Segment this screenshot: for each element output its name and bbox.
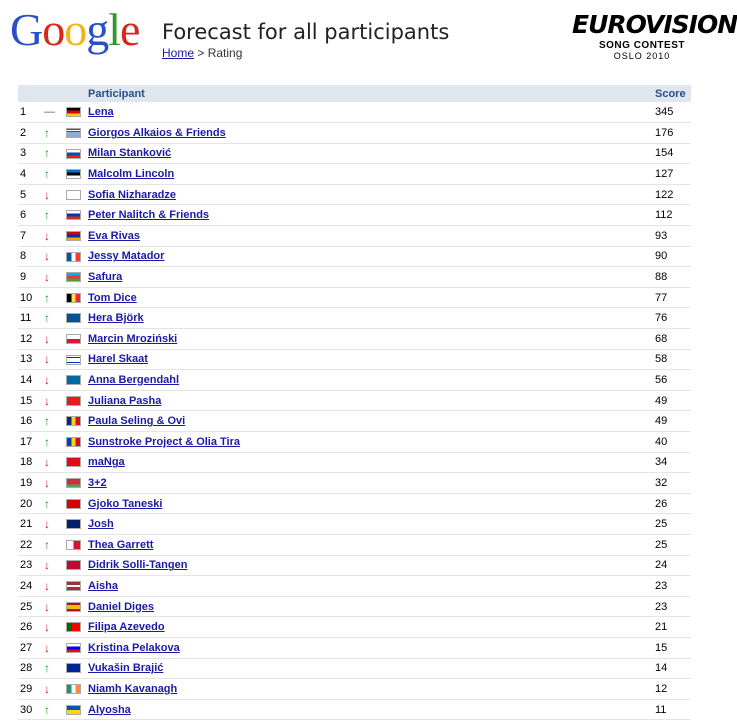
trend-cell [44, 555, 66, 576]
trend-cell [44, 452, 66, 473]
rank-cell: 16 [18, 411, 44, 432]
trend-cell [44, 184, 66, 205]
breadcrumb-separator: > [197, 46, 205, 60]
mt-flag-icon [66, 540, 81, 550]
participant-cell [88, 452, 655, 473]
flag-cell [66, 184, 88, 205]
table-row [18, 596, 691, 617]
rank-cell: 26 [18, 617, 44, 638]
no-flag-icon [66, 560, 81, 570]
participant-cell [88, 164, 655, 185]
si-flag-icon [66, 643, 81, 653]
table-row [18, 164, 691, 185]
breadcrumb-current: Rating [207, 46, 243, 60]
flag-cell [66, 555, 88, 576]
score-cell: 15 [655, 637, 691, 658]
rank-cell: 20 [18, 493, 44, 514]
participant-cell [88, 329, 655, 350]
ro-flag-icon [66, 416, 81, 426]
table-row [18, 184, 691, 205]
trend-cell [44, 143, 66, 164]
rank-cell: 30 [18, 699, 44, 720]
participant-link[interactable]: Kristina Pelakova [88, 641, 180, 654]
score-cell: 12 [655, 679, 691, 700]
flag-cell [66, 267, 88, 288]
participant-link[interactable]: maNga [88, 456, 125, 469]
participant-cell [88, 411, 655, 432]
participant-link[interactable]: Sunstroke Project & Olia Tira [88, 435, 241, 448]
trend-cell [44, 534, 66, 555]
rank-cell: 10 [18, 287, 44, 308]
participant-cell [88, 184, 655, 205]
trend-down-icon: ↓ [44, 187, 50, 202]
participant-link[interactable]: Daniel Diges [88, 600, 155, 613]
trend-cell [44, 411, 66, 432]
participant-cell [88, 534, 655, 555]
az-flag-icon [66, 272, 81, 282]
trend-up-icon: ↑ [44, 146, 50, 161]
score-cell: 24 [655, 555, 691, 576]
trend-up-icon: ↑ [44, 290, 50, 305]
eurovision-wordmark: EUROVISION [572, 10, 737, 39]
participant-cell [88, 370, 655, 391]
table-row [18, 699, 691, 720]
flag-cell [66, 246, 88, 267]
trend-down-icon: ↓ [44, 352, 50, 367]
eurovision-location: OSLO 2010 [613, 51, 671, 61]
participant-link[interactable]: 3+2 [88, 476, 107, 489]
eurovision-logo [572, 10, 737, 76]
flag-cell [66, 123, 88, 144]
trend-down-icon: ↓ [44, 578, 50, 593]
flag-cell [66, 390, 88, 411]
trend-cell [44, 205, 66, 226]
score-cell: 25 [655, 534, 691, 555]
trend-down-icon: ↓ [44, 455, 50, 470]
participant-cell [88, 287, 655, 308]
trend-up-icon: ↑ [44, 414, 50, 429]
trend-down-icon: ↓ [44, 558, 50, 573]
column-header-participant: Participant [88, 85, 655, 102]
score-cell: 122 [655, 184, 691, 205]
trend-cell [44, 473, 66, 494]
table-row [18, 246, 691, 267]
flag-cell [66, 534, 88, 555]
trend-cell [44, 637, 66, 658]
trend-down-icon: ↓ [44, 373, 50, 388]
trend-up-icon: ↑ [44, 661, 50, 676]
logo-letter: e [120, 4, 140, 55]
score-cell: 40 [655, 432, 691, 453]
rank-cell: 9 [18, 267, 44, 288]
participant-link[interactable]: Josh [88, 518, 114, 531]
score-cell: 112 [655, 205, 691, 226]
rank-cell: 25 [18, 596, 44, 617]
google-logo[interactable] [10, 2, 139, 58]
table-row [18, 267, 691, 288]
participant-link[interactable]: Vukašin Brajić [88, 662, 164, 675]
trend-up-icon: ↑ [44, 208, 50, 223]
rank-cell: 29 [18, 679, 44, 700]
rank-cell: 18 [18, 452, 44, 473]
ua-flag-icon [66, 705, 81, 715]
logo-letter: o [42, 4, 65, 55]
gr-flag-icon [66, 128, 81, 138]
trend-cell [44, 287, 66, 308]
rank-cell: 14 [18, 370, 44, 391]
flag-cell [66, 617, 88, 638]
al-flag-icon [66, 396, 81, 406]
trend-down-icon: ↓ [44, 620, 50, 635]
flag-cell [66, 699, 88, 720]
table-row [18, 205, 691, 226]
score-cell: 58 [655, 349, 691, 370]
table-row [18, 493, 691, 514]
trend-down-icon: ↓ [44, 640, 50, 655]
page-header [0, 0, 737, 80]
participant-link[interactable]: Paula Seling & Ovi [88, 415, 186, 428]
participant-cell [88, 205, 655, 226]
participant-link[interactable]: Anna Bergendahl [88, 374, 180, 387]
participant-link[interactable]: Tom Dice [88, 291, 137, 304]
participant-cell [88, 226, 655, 247]
de-flag-icon [66, 107, 81, 117]
participant-link[interactable]: Alyosha [88, 703, 131, 716]
trend-down-icon: ↓ [44, 270, 50, 285]
table-header-row [18, 85, 691, 102]
score-cell: 11 [655, 699, 691, 720]
participant-cell [88, 514, 655, 535]
rank-cell: 4 [18, 164, 44, 185]
table-row [18, 226, 691, 247]
rank-cell: 8 [18, 246, 44, 267]
score-cell: 345 [655, 102, 691, 123]
table-row [18, 534, 691, 555]
trend-up-icon: ↑ [44, 311, 50, 326]
flag-cell [66, 164, 88, 185]
rank-cell: 19 [18, 473, 44, 494]
rank-cell: 13 [18, 349, 44, 370]
flag-cell [66, 370, 88, 391]
trend-down-icon: ↓ [44, 599, 50, 614]
trend-cell [44, 699, 66, 720]
participant-cell [88, 699, 655, 720]
flag-cell [66, 349, 88, 370]
trend-cell [44, 349, 66, 370]
trend-cell [44, 576, 66, 597]
score-cell: 32 [655, 473, 691, 494]
participant-cell [88, 267, 655, 288]
table-row [18, 432, 691, 453]
rank-cell: 17 [18, 432, 44, 453]
participant-cell [88, 679, 655, 700]
trend-cell [44, 246, 66, 267]
trend-down-icon: ↓ [44, 517, 50, 532]
participant-cell [88, 308, 655, 329]
flag-cell [66, 432, 88, 453]
trend-up-icon: ↑ [44, 167, 50, 182]
participant-link[interactable]: Filipa Azevedo [88, 621, 165, 634]
trend-down-icon: ↓ [44, 331, 50, 346]
participant-link[interactable]: Harel Skaat [88, 353, 148, 366]
table-row [18, 473, 691, 494]
flag-cell [66, 493, 88, 514]
logo-letter: g [86, 4, 109, 55]
trend-down-icon: ↓ [44, 681, 50, 696]
participant-link[interactable]: Milan Stanković [88, 147, 172, 160]
breadcrumb [162, 46, 242, 60]
il-flag-icon [66, 355, 81, 365]
participant-link[interactable]: Didrik Solli-Tangen [88, 559, 188, 572]
breadcrumb-home-link[interactable]: Home [162, 46, 195, 60]
score-cell: 176 [655, 123, 691, 144]
rank-cell: 23 [18, 555, 44, 576]
trend-down-icon: ↓ [44, 228, 50, 243]
rank-cell: 27 [18, 637, 44, 658]
rank-cell: 11 [18, 308, 44, 329]
trend-cell [44, 308, 66, 329]
score-cell: 77 [655, 287, 691, 308]
participant-cell [88, 123, 655, 144]
score-cell: 26 [655, 493, 691, 514]
participant-cell [88, 637, 655, 658]
score-cell: 34 [655, 452, 691, 473]
trend-cell [44, 596, 66, 617]
flag-cell [66, 205, 88, 226]
logo-letter: l [108, 4, 121, 55]
participant-cell [88, 390, 655, 411]
participant-cell [88, 493, 655, 514]
score-cell: 127 [655, 164, 691, 185]
trend-cell [44, 514, 66, 535]
participant-link[interactable]: Thea Garrett [88, 538, 154, 551]
trend-cell [44, 493, 66, 514]
trend-cell [44, 617, 66, 638]
table-row [18, 143, 691, 164]
rank-cell: 2 [18, 123, 44, 144]
mk-flag-icon [66, 499, 81, 509]
table-row [18, 452, 691, 473]
column-header-score: Score [655, 85, 691, 102]
header-spacer [18, 85, 88, 102]
table-row [18, 658, 691, 679]
tr-flag-icon [66, 457, 81, 467]
is-flag-icon [66, 313, 81, 323]
gb-flag-icon [66, 519, 81, 529]
score-cell: 88 [655, 267, 691, 288]
flag-cell [66, 308, 88, 329]
rank-cell: 15 [18, 390, 44, 411]
rank-cell: 22 [18, 534, 44, 555]
flag-cell [66, 658, 88, 679]
participant-cell [88, 596, 655, 617]
trend-up-icon: ↑ [44, 702, 50, 717]
trend-cell [44, 658, 66, 679]
page-title: Forecast for all participants [162, 20, 450, 44]
table-row [18, 102, 691, 123]
pl-flag-icon [66, 334, 81, 344]
participant-link[interactable]: Hera Björk [88, 312, 144, 325]
trend-cell [44, 679, 66, 700]
ru-flag-icon [66, 210, 81, 220]
md-flag-icon [66, 437, 81, 447]
participant-link[interactable]: Eva Rivas [88, 229, 140, 242]
table-row [18, 329, 691, 350]
trend-down-icon: ↓ [44, 393, 50, 408]
rank-cell: 1 [18, 102, 44, 123]
participant-cell [88, 576, 655, 597]
fr-flag-icon [66, 252, 81, 262]
participant-link[interactable]: Niamh Kavanagh [88, 682, 178, 695]
participant-link[interactable]: Gjoko Taneski [88, 497, 163, 510]
flag-cell [66, 102, 88, 123]
trend-cell [44, 370, 66, 391]
participant-cell [88, 555, 655, 576]
trend-up-icon: ↑ [44, 496, 50, 511]
trend-cell [44, 102, 66, 123]
rank-cell: 21 [18, 514, 44, 535]
rank-cell: 6 [18, 205, 44, 226]
flag-cell [66, 514, 88, 535]
pt-flag-icon [66, 622, 81, 632]
trend-up-icon: ↑ [44, 434, 50, 449]
participant-link[interactable]: Aisha [88, 579, 118, 592]
table-row [18, 370, 691, 391]
eurovision-subtitle: SONG CONTEST [598, 40, 685, 51]
participant-cell [88, 349, 655, 370]
trend-cell [44, 329, 66, 350]
participant-link[interactable]: Lena [88, 106, 114, 119]
participant-link[interactable]: Jessy Matador [88, 250, 165, 263]
participant-link[interactable]: Giorgos Alkaios & Friends [88, 126, 226, 139]
table-row [18, 637, 691, 658]
table-row [18, 411, 691, 432]
table-row [18, 390, 691, 411]
ie-flag-icon [66, 684, 81, 694]
trend-cell [44, 390, 66, 411]
trend-down-icon: ↓ [44, 249, 50, 264]
table-row [18, 514, 691, 535]
participant-cell [88, 102, 655, 123]
table-row [18, 679, 691, 700]
ee-flag-icon [66, 169, 81, 179]
participant-link[interactable]: Sofia Nizharadze [88, 188, 177, 201]
participant-link[interactable]: Peter Nalitch & Friends [88, 209, 210, 222]
participant-cell [88, 143, 655, 164]
score-cell: 154 [655, 143, 691, 164]
participant-cell [88, 473, 655, 494]
participant-link[interactable]: Malcolm Lincoln [88, 168, 175, 181]
flag-cell [66, 637, 88, 658]
score-cell: 90 [655, 246, 691, 267]
ge-flag-icon [66, 190, 81, 200]
logo-letter: o [64, 4, 87, 55]
rank-cell: 3 [18, 143, 44, 164]
participants-table [18, 85, 691, 720]
logo-letter: G [10, 4, 43, 55]
score-cell: 23 [655, 596, 691, 617]
flag-cell [66, 329, 88, 350]
trend-cell [44, 164, 66, 185]
flag-cell [66, 143, 88, 164]
sk-flag-icon [66, 149, 81, 159]
rank-cell: 7 [18, 226, 44, 247]
score-cell: 14 [655, 658, 691, 679]
se-flag-icon [66, 375, 81, 385]
rank-cell: 28 [18, 658, 44, 679]
participant-cell [88, 246, 655, 267]
table-row [18, 287, 691, 308]
participant-link[interactable]: Juliana Pasha [88, 394, 162, 407]
table-row [18, 576, 691, 597]
score-cell: 49 [655, 390, 691, 411]
be-flag-icon [66, 293, 81, 303]
participant-link[interactable]: Safura [88, 271, 123, 284]
table-row [18, 617, 691, 638]
score-cell: 68 [655, 329, 691, 350]
trend-down-icon: ↓ [44, 475, 50, 490]
rank-cell: 5 [18, 184, 44, 205]
score-cell: 49 [655, 411, 691, 432]
trend-up-icon: ↑ [44, 537, 50, 552]
table-row [18, 555, 691, 576]
table-row [18, 123, 691, 144]
flag-cell [66, 411, 88, 432]
by-flag-icon [66, 478, 81, 488]
score-cell: 21 [655, 617, 691, 638]
participant-link[interactable]: Marcin Mroziński [88, 332, 178, 345]
am-flag-icon [66, 231, 81, 241]
participant-cell [88, 432, 655, 453]
score-cell: 23 [655, 576, 691, 597]
trend-cell [44, 267, 66, 288]
participant-cell [88, 617, 655, 638]
trend-same-icon: — [44, 106, 55, 119]
rank-cell: 12 [18, 329, 44, 350]
flag-cell [66, 452, 88, 473]
lv-flag-icon [66, 581, 81, 591]
table-row [18, 308, 691, 329]
trend-up-icon: ↑ [44, 125, 50, 140]
trend-cell [44, 123, 66, 144]
table-row [18, 349, 691, 370]
score-cell: 76 [655, 308, 691, 329]
score-cell: 56 [655, 370, 691, 391]
flag-cell [66, 679, 88, 700]
flag-cell [66, 596, 88, 617]
ba-flag-icon [66, 663, 81, 673]
flag-cell [66, 576, 88, 597]
rank-cell: 24 [18, 576, 44, 597]
trend-cell [44, 226, 66, 247]
trend-cell [44, 432, 66, 453]
participant-cell [88, 658, 655, 679]
score-cell: 93 [655, 226, 691, 247]
flag-cell [66, 473, 88, 494]
es-flag-icon [66, 602, 81, 612]
flag-cell [66, 226, 88, 247]
score-cell: 25 [655, 514, 691, 535]
flag-cell [66, 287, 88, 308]
